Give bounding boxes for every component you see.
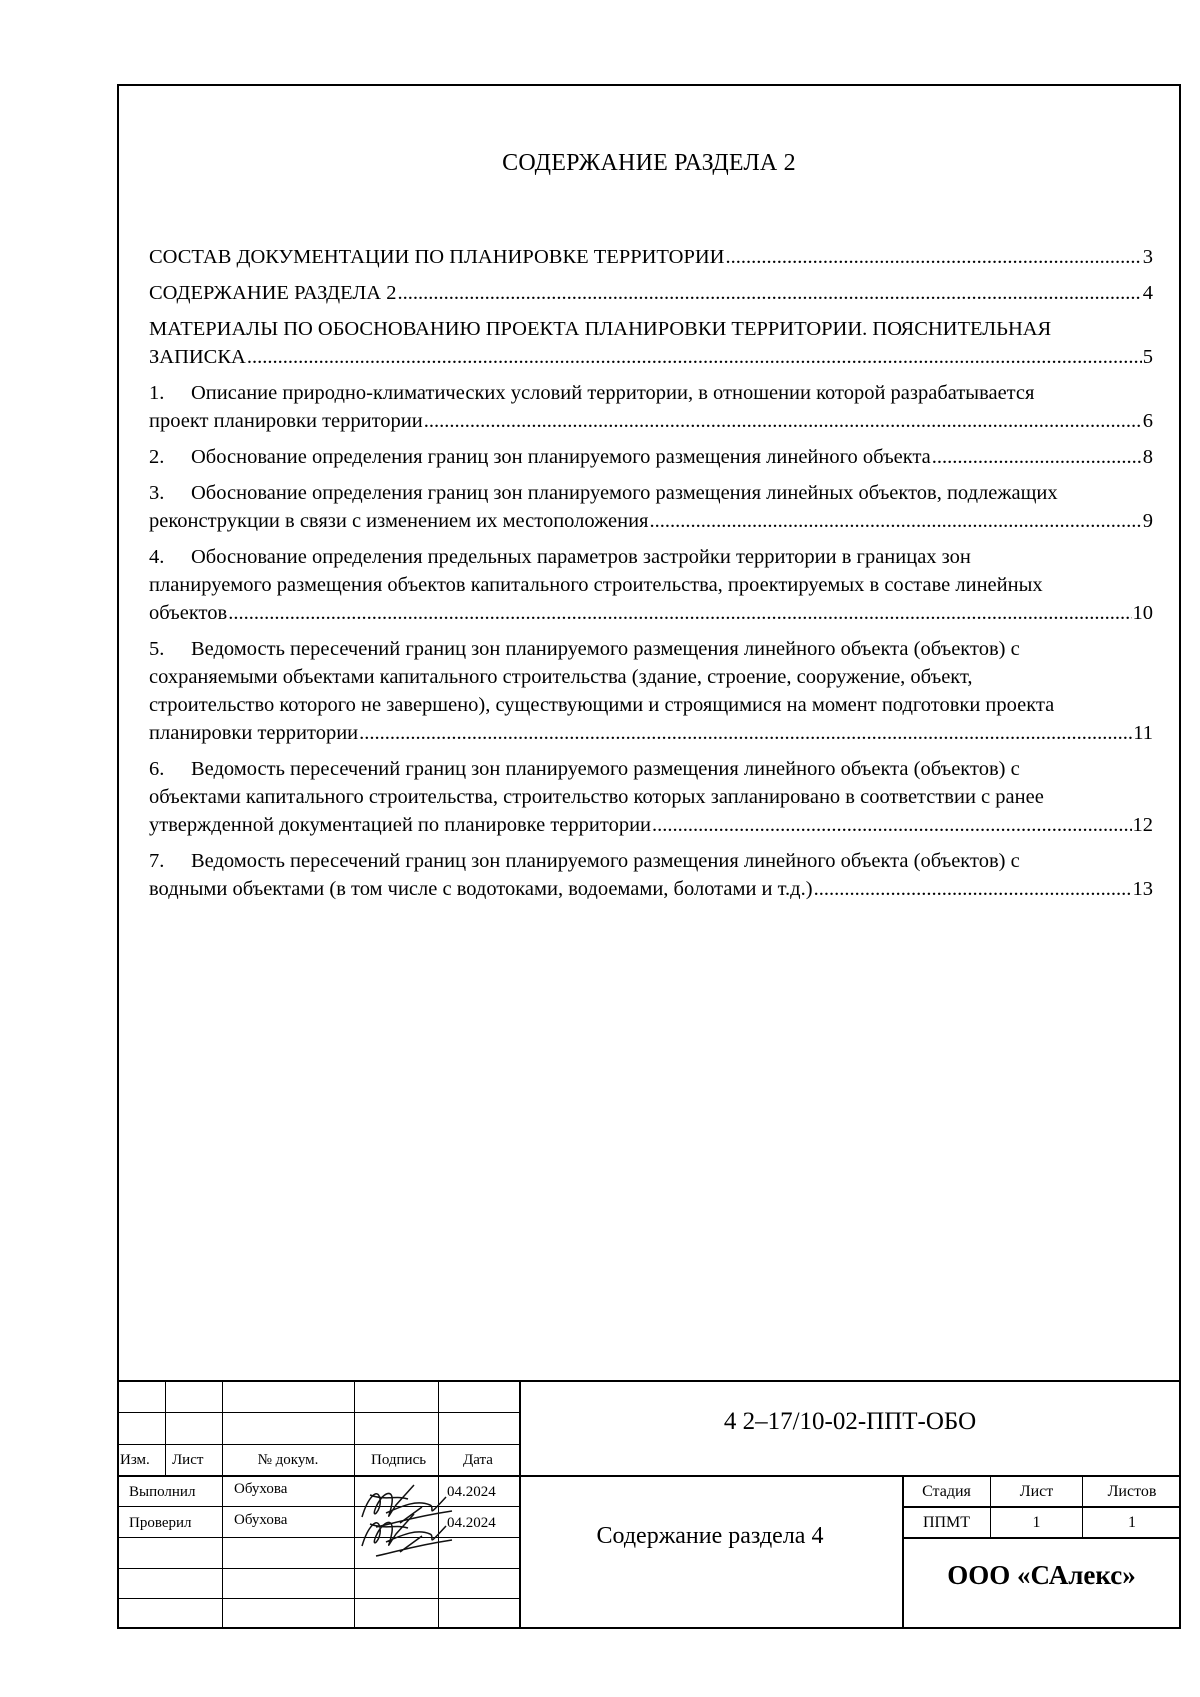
- toc-line-text: Ведомость пересечений границ зон планируемого размещения линейного объекта (объектов) с: [191, 758, 1020, 780]
- toc-line-text: Ведомость пересечений границ зон планируемого размещения линейного объекта (объектов) с: [191, 850, 1020, 872]
- toc-line: [149, 315, 1153, 343]
- toc-page-number: 11: [1133, 722, 1153, 744]
- checked-date: 04.2024: [447, 1515, 496, 1531]
- toc-text: [149, 482, 1058, 504]
- toc-page-number: 13: [1132, 878, 1153, 900]
- toc-line: [149, 543, 1153, 571]
- toc-line-text: Обоснование определения границ зон планируемого размещения линейных объектов, подлежащих: [191, 482, 1058, 504]
- toc-line-text: утвержденной документацией по планировке территории: [149, 814, 652, 836]
- toc-leader-dots: [726, 243, 1142, 271]
- toc-entry: [149, 755, 1153, 839]
- sheets-header: Листов: [1107, 1483, 1157, 1500]
- header-date: Дата: [463, 1452, 493, 1468]
- page-title: СОДЕРЖАНИЕ РАЗДЕЛА 2: [502, 150, 796, 176]
- toc-page-number: 3: [1142, 246, 1153, 268]
- toc-line: [149, 755, 1153, 783]
- role-performed: Выполнил: [129, 1484, 196, 1500]
- toc-line-text: Описание природно-климатических условий территории, в отношении которой разрабатывается: [191, 382, 1035, 404]
- toc-leader-dots: [359, 719, 1132, 747]
- toc-text: [149, 382, 1034, 404]
- toc-line-text: Ведомость пересечений границ зон планируемого размещения линейного объекта (объектов) с: [191, 638, 1020, 660]
- role-checked: Проверил: [129, 1515, 192, 1531]
- toc-line-text: объектами капитального строительства, строительство которых запланировано в соответствии с ранее: [149, 786, 1044, 808]
- toc-page-number: 8: [1142, 446, 1153, 468]
- header-izm: Изм.: [120, 1452, 150, 1468]
- toc-text: [149, 343, 246, 371]
- toc-text: [149, 758, 1020, 780]
- toc-text: [149, 279, 396, 307]
- toc-line: [149, 379, 1153, 407]
- toc-text: [149, 719, 358, 747]
- sheet-value: 1: [1032, 1514, 1041, 1531]
- stage-header: Стадия: [922, 1483, 971, 1500]
- toc-line: [149, 635, 1153, 663]
- toc-text: [149, 850, 1020, 872]
- toc-line-text: ЗАПИСКА: [149, 346, 246, 368]
- toc-leader-dots: [650, 507, 1142, 535]
- toc-line: [149, 479, 1153, 507]
- toc-entry: [149, 847, 1153, 903]
- toc-number: 3.: [149, 482, 165, 504]
- toc-line-text: сохраняемыми объектами капитального строительства (здание, строение, сооружение, объект,: [149, 666, 973, 688]
- signature-checker: [356, 1508, 460, 1572]
- toc-text: [149, 443, 931, 471]
- toc-entry: [149, 443, 1153, 471]
- toc-line-text: планировки территории: [149, 722, 359, 744]
- toc-line-text: Обоснование определения границ зон планируемого размещения линейного объекта: [191, 446, 931, 468]
- sheets-value: 1: [1128, 1514, 1136, 1531]
- toc-text: [149, 786, 1044, 808]
- toc-line: [149, 343, 1153, 371]
- toc-line-text: МАТЕРИАЛЫ ПО ОБОСНОВАНИЮ ПРОЕКТА ПЛАНИРОВКИ ТЕРРИТОРИИ. ПОЯСНИТЕЛЬНАЯ: [149, 318, 1052, 340]
- toc-number: 7.: [149, 850, 165, 872]
- toc-line: [149, 443, 1153, 471]
- header-signature: Подпись: [371, 1452, 427, 1468]
- toc-entry: [149, 379, 1153, 435]
- toc-line: [149, 407, 1153, 435]
- toc-number: 6.: [149, 758, 165, 780]
- toc-leader-dots: [247, 343, 1142, 371]
- toc-text: [149, 811, 651, 839]
- toc-line: [149, 811, 1153, 839]
- toc-text: [149, 875, 813, 903]
- toc-leader-dots: [424, 407, 1142, 435]
- header-list: Лист: [172, 1452, 204, 1468]
- toc-entry: [149, 279, 1153, 307]
- toc-page-number: 12: [1132, 814, 1153, 836]
- sheet-header: Лист: [1019, 1483, 1054, 1500]
- toc-leader-dots: [652, 811, 1131, 839]
- toc-text: [149, 599, 227, 627]
- toc-entry: [149, 243, 1153, 271]
- toc-entry: [149, 479, 1153, 535]
- toc-entry: [149, 543, 1153, 627]
- toc-line: [149, 599, 1153, 627]
- toc-line-text: СОСТАВ ДОКУМЕНТАЦИИ ПО ПЛАНИРОВКЕ ТЕРРИТОРИИ: [149, 246, 725, 268]
- company-name: ООО «САлекс»: [947, 1560, 1136, 1590]
- toc-page-number: 9: [1142, 510, 1153, 532]
- toc-page-number: 10: [1132, 602, 1153, 624]
- toc-line: [149, 783, 1153, 811]
- checker-name: Обухова: [234, 1512, 288, 1528]
- toc-line: [149, 243, 1153, 271]
- toc-line-text: водными объектами (в том числе с водотоками, водоемами, болотами и т.д.): [149, 878, 813, 900]
- toc-text: [149, 638, 1020, 660]
- toc-text: [149, 546, 971, 568]
- toc-line: [149, 875, 1153, 903]
- toc-line: [149, 847, 1153, 875]
- toc-leader-dots: [932, 443, 1142, 471]
- toc-page-number: 6: [1142, 410, 1153, 432]
- document-code: 4 2–17/10-02-ППТ-ОБО: [723, 1408, 977, 1435]
- toc-line-text: реконструкции в связи с изменением их местоположения: [149, 510, 649, 532]
- toc-page-number: 5: [1142, 346, 1153, 368]
- toc-page-number: 4: [1142, 282, 1153, 304]
- stage-value: ППМТ: [922, 1514, 971, 1531]
- toc-line: [149, 691, 1153, 719]
- toc-leader-dots: [814, 875, 1132, 903]
- toc-number: 5.: [149, 638, 165, 660]
- toc-text: [149, 318, 1051, 340]
- performed-date: 04.2024: [447, 1484, 496, 1500]
- toc-number: 2.: [149, 446, 165, 468]
- toc-text: [149, 666, 973, 688]
- toc-line-text: Обоснование определения предельных параметров застройки территории в границах зон: [191, 546, 971, 568]
- toc-line-text: строительство которого не завершено), существующими и строящимися на момент подготовки проекта: [149, 694, 1055, 716]
- toc-line: [149, 719, 1153, 747]
- toc-line-text: объектов: [149, 602, 228, 624]
- toc-line: [149, 663, 1153, 691]
- toc-text: [149, 574, 1043, 596]
- toc-line: [149, 571, 1153, 599]
- header-docnum: № докум.: [257, 1452, 319, 1468]
- toc-text: [149, 694, 1054, 716]
- toc-entry: [149, 315, 1153, 371]
- performer-name: Обухова: [234, 1481, 288, 1497]
- toc-line-text: планируемого размещения объектов капитального строительства, проектируемых в составе линейных: [149, 574, 1043, 596]
- toc-text: [149, 407, 423, 435]
- toc-line-text: СОДЕРЖАНИЕ РАЗДЕЛА 2: [149, 282, 397, 304]
- toc-line-text: проект планировки территории: [149, 410, 423, 432]
- table-of-contents: [149, 243, 1153, 911]
- toc-number: 4.: [149, 546, 165, 568]
- toc-text: [149, 507, 649, 535]
- toc-leader-dots: [397, 279, 1141, 307]
- toc-entry: [149, 635, 1153, 747]
- toc-leader-dots: [228, 599, 1131, 627]
- toc-text: [149, 243, 725, 271]
- toc-line: [149, 279, 1153, 307]
- toc-number: 1.: [149, 382, 165, 404]
- sheet-name: Содержание раздела 4: [596, 1523, 824, 1549]
- toc-line: [149, 507, 1153, 535]
